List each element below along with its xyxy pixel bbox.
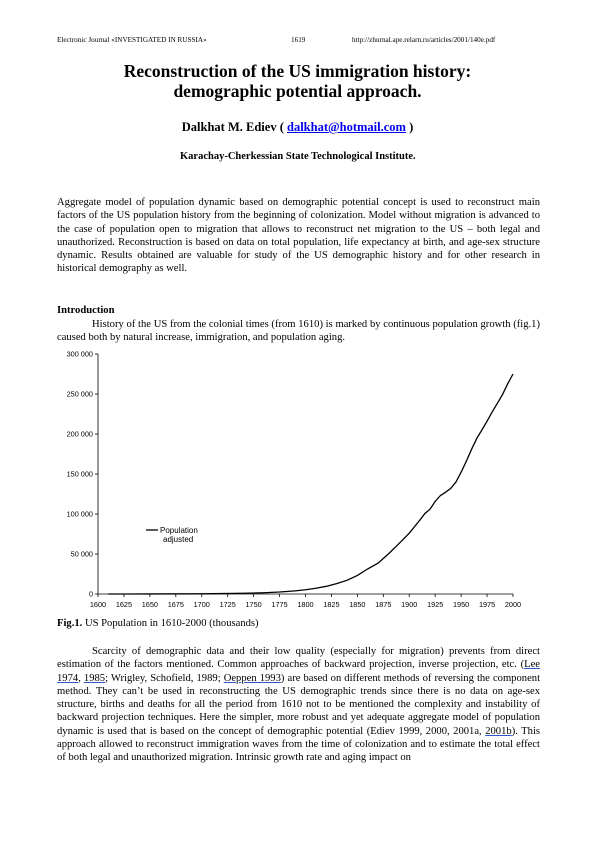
x-tick-label: 1950: [453, 600, 470, 609]
author-email-link[interactable]: dalkhat@hotmail.com: [287, 120, 406, 134]
figure-label: Fig.1.: [57, 618, 83, 629]
paper-title-line-1: Reconstruction of the US immigration history:: [123, 61, 472, 81]
y-tick-label: 0: [88, 589, 93, 599]
ref-oeppen-1993[interactable]: Oeppen 1993: [223, 672, 281, 684]
legend-label-line-2: adjusted: [163, 535, 194, 544]
institution: Karachay-Cherkessian State Technological Institute.: [180, 151, 416, 162]
ref-ediev-2001b[interactable]: 2001b: [485, 725, 512, 737]
x-tick-label: 1750: [245, 600, 262, 609]
x-tick-label: 1850: [349, 600, 366, 609]
author-name: Dalkhat M. Ediev: [181, 120, 277, 134]
y-tick-label: 50 000: [70, 549, 93, 559]
population-chart: [0, 347, 595, 617]
y-tick-label: 150 000: [66, 469, 93, 479]
x-tick-label: 1975: [478, 600, 496, 609]
x-tick-label: 1700: [193, 600, 210, 609]
x-tick-label: 1600: [89, 600, 107, 609]
intro-paragraph: History of the US from the colonial times (from 1610) is marked by continuous population growth (fig.1) caused both by natural increase, immigration, and population aging.: [57, 319, 540, 344]
x-tick-label: 1775: [271, 600, 288, 609]
abstract: Aggregate model of population dynamic based on demographic potential concept is used to reconstruct main factors of the US population history from the beginning of colonization. Model without migration is advanced to the case of population open to migration that allows to reconstruct net migration to the US – both legal and unauthorized. Reconstruction is based on data on total population, life expectancy at birth, and age-sex structure dynamic. Results obtained are valuable for study of the US demographic history and for other research in historical demography as well.: [57, 197, 540, 275]
x-tick-label: 1650: [141, 600, 158, 609]
x-tick-label: 1675: [167, 600, 184, 609]
section-heading-introduction: Introduction: [57, 305, 115, 316]
chart-ticks: [67, 350, 522, 609]
page-number: 1619: [291, 36, 306, 44]
x-tick-label: 1725: [219, 600, 236, 609]
author-line: Dalkhat M. Ediev ( dalkhat@hotmail.com ): [181, 120, 414, 134]
x-tick-label: 2000: [504, 600, 522, 609]
y-tick-label: 300 000: [66, 349, 93, 359]
x-tick-label: 1900: [401, 600, 418, 609]
x-tick-label: 1625: [115, 600, 133, 609]
journal-header: Electronic Journal «INVESTIGATED IN RUSSIA»: [57, 36, 207, 44]
paper-title-line-2: demographic potential approach.: [173, 81, 422, 101]
header-url[interactable]: http://zhurnal.ape.relarn.ru/articles/2001/140e.pdf: [352, 36, 496, 44]
x-tick-label: 1925: [427, 600, 444, 609]
y-tick-label: 200 000: [66, 429, 93, 439]
x-tick-label: 1875: [375, 600, 392, 609]
series-line-population-adjusted: [108, 374, 513, 594]
x-tick-label: 1800: [297, 600, 314, 609]
x-tick-label: 1825: [323, 600, 340, 609]
ref-lee-1974[interactable]: Lee 1974: [57, 659, 540, 684]
chart-axes: [98, 354, 513, 594]
y-tick-label: 100 000: [66, 509, 93, 519]
body-paragraph: Scarcity of demographic data and their low quality (especially for migration) prevents from direct estimation of the factors mentioned. Common approaches of backward projection, inverse projection, etc. (Lee 1974, 1985; Wrigley, Schofield, 1989; Oeppen 1993) are based on different methods of reversing the component method. They can’t be used in reconstructing the US demographic trends since there is no data on age-sex structure, births and deaths for all the period from 1610 not to be mentioned the complexity and instability of backward projection techniques. Here the simpler, more robust and yet adequate aggregate model of population dynamic is used that is based on the concept of demographic potential (Ediev 1999, 2000, 2001a, 2001b). This approach allowed to reconstruct immigration waves from the time of colonization and to estimate the total effect of both legal and unauthorized migration. Intrinsic growth rate and aging impact on: [57, 646, 541, 764]
legend-label-line-1: Population: [160, 526, 198, 535]
chart-legend: [146, 526, 198, 544]
chart-series: [108, 374, 513, 594]
ref-lee-1985[interactable]: 1985: [83, 672, 106, 684]
y-tick-label: 250 000: [66, 389, 93, 399]
figure-caption: Fig.1. US Population in 1610-2000 (thousands): [57, 618, 259, 629]
